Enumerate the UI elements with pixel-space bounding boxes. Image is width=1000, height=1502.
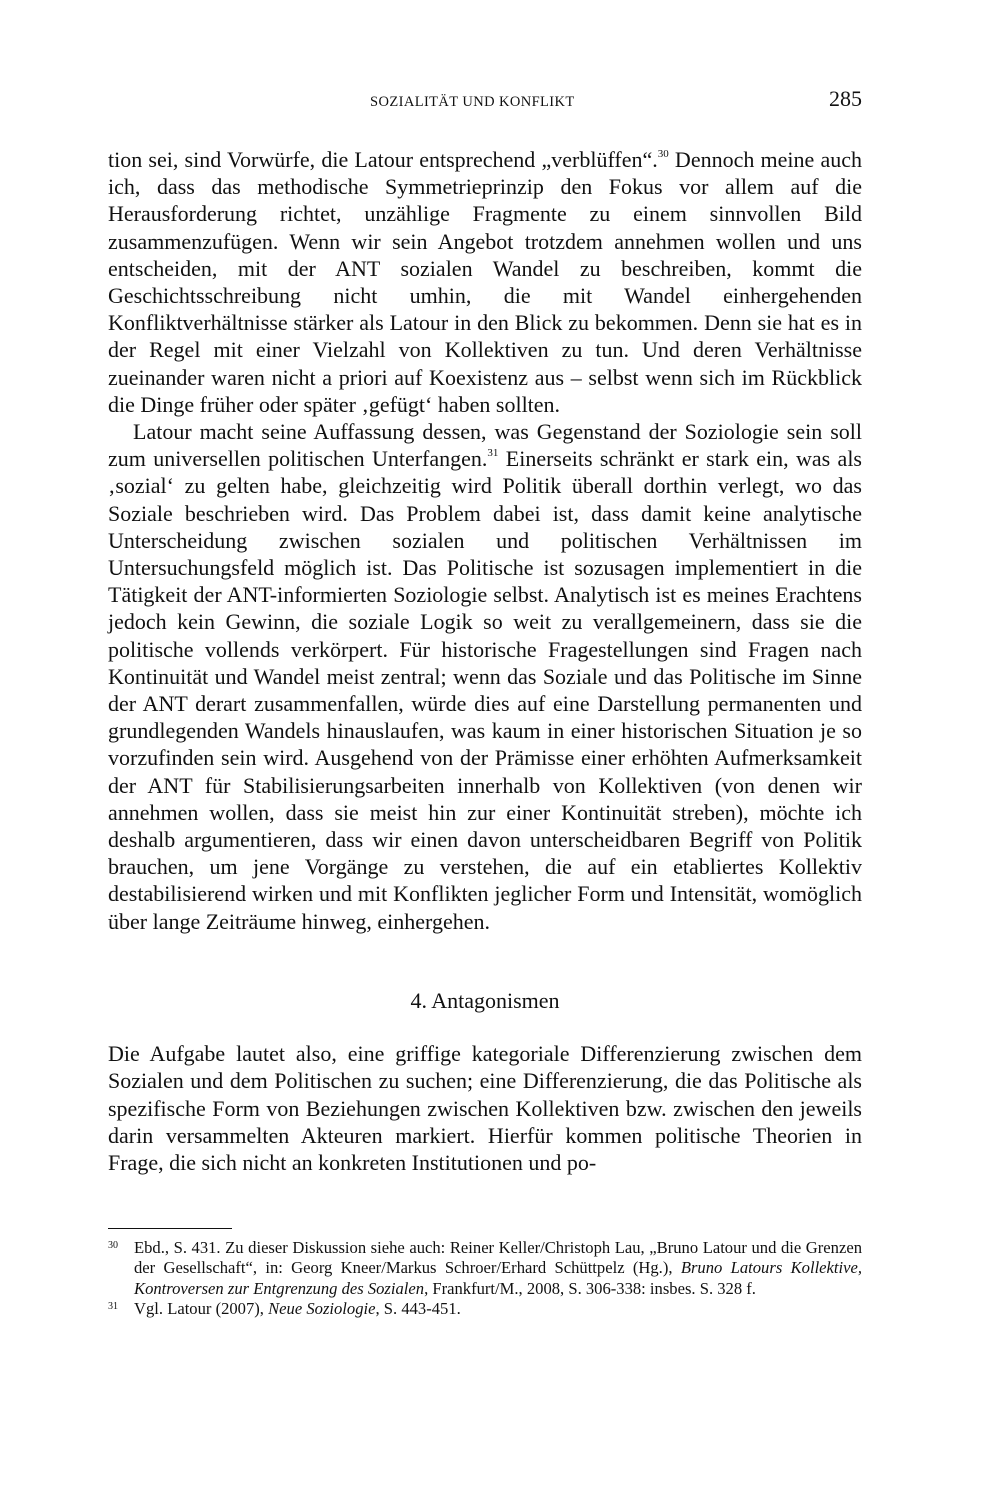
paragraph-2-text-a: Latour macht seine Auffassung dessen, was Gegenstand der Soziologie sein soll zum universellen politischen Unterfangen. bbox=[108, 419, 862, 472]
footnote-text: Ebd., S. 431. Zu dieser Diskussion siehe auch: Reiner Keller/Christoph Lau, „Bruno Latour und die Grenzen der Gesellschaft“, in: Georg Kneer/Markus Schroer/Erhard Schüttpelz (Hg.), bbox=[134, 1238, 862, 1278]
body-text bbox=[108, 146, 862, 1176]
footnote-text: , Frankfurt/M., 2008, S. 306-338: insbes. S. 328 f. bbox=[424, 1278, 756, 1298]
paragraph-3: Die Aufgabe lautet also, eine griffige kategoriale Differenzierung zwischen dem Sozialen und dem Politischen zu suchen; eine Differenzierung, die das Politische als spezifische Form von Beziehungen zwischen Kollektiven bzw. zwischen den jeweils darin versammelten Akteuren markiert. Hierfür kommen politische Theorien in Frage, die sich nicht an konkreten Institutionen und po- bbox=[108, 1041, 862, 1175]
section-heading: 4. Antagonismen bbox=[410, 987, 560, 1013]
footnote-30 bbox=[108, 1238, 862, 1299]
footnote-separator bbox=[108, 1228, 232, 1229]
footnote-text: Vgl. Latour (2007), bbox=[134, 1299, 269, 1319]
paragraph-2 bbox=[108, 418, 862, 935]
footnote-text: , S. 443-451. bbox=[375, 1299, 461, 1319]
running-head: SOZIALITÄT UND KONFLIKT bbox=[370, 94, 575, 110]
footnote-ref-31: 31 bbox=[487, 447, 499, 460]
paragraph-1 bbox=[108, 146, 862, 418]
footnote-number: 30 bbox=[108, 1240, 118, 1251]
footnote-number: 31 bbox=[108, 1301, 118, 1313]
page-number: 285 bbox=[829, 86, 862, 111]
footnote-title: Bruno Latours Kollektive, Kontroversen zur Entgrenzung des Sozialen bbox=[134, 1258, 863, 1298]
paragraph-1-text-b: Dennoch meine auch ich, dass das methodische Symmetrieprinzip den Fokus vor allem auf die Herausforderung richtet, unzählige Fragmente zu einem sinnvollen Bild zusammenzufügen. Wenn wir sein Angebot trotzdem annehmen wollen und uns entscheiden, mit der ANT sozialen Wandel zu beschreiben, kommt die Geschichtsschreibung nicht umhin, die mit Wandel einhergehenden Konfliktverhältnisse stärker als Latour in den Blick zu bekommen. Denn sie hat es in der Regel mit einer Vielzahl von Kollektiven zu tun. Und deren Verhältnisse zueinander waren nicht a priori auf Koexistenz aus – selbst wenn sich im Rückblick die Dinge früher oder später ‚gefügt‘ haben sollten. bbox=[108, 147, 863, 417]
paragraph-2-text-b: Einerseits schränkt er stark ein, was als ‚sozial‘ zu gelten habe, gleichzeitig wird Politik überall dorthin verlegt, wo das Soziale beschrieben wird. Das Problem dabei ist, dass damit keine analytische Unterscheidung zwischen sozialen und politischen Verhältnissen im Untersuchungsfeld möglich ist. Das Politische ist sozusagen implementiert in die Tätigkeit der ANT-informierten Soziologie selbst. Analytisch ist es meines Erachtens jedoch kein Gewinn, die soziale Logik so weit zu verallgemeinern, dass sie die politische vollends verkörpert. Für historische Fragestellungen sind Fragen nach Kontinuität und Wandel meist zentral; wenn das Soziale und das Politische im Sinne der ANT derart zusammenfallen, würde dies auf eine Darstellung permanenten und grundlegenden Wandels hinauslaufen, was kaum in einer historischen Situation je so vorzufinden sein wird. Ausgehend von der Prämisse einer erhöhten Aufmerksamkeit der ANT für Stabilisierungsarbeiten innerhalb von Kollektiven (von denen wir annehmen wollen, dass sie meist hin zur einer Kontinuität streben), möchte ich deshalb argumentieren, dass wir einen davon unterscheidbaren Begriff von Politik brauchen, um jene Vorgänge zu verstehen, die auf ein etabliertes Kollektiv destabilisierend wirken und mit Konflikten jeglicher Form und Intensität, womöglich über lange Zeiträume hinweg, einhergehen. bbox=[108, 446, 862, 934]
paragraph-1-text-a: tion sei, sind Vorwürfe, die Latour entsprechend „verblüffen“. bbox=[108, 147, 658, 172]
footnote-ref-30: 30 bbox=[657, 148, 669, 160]
footnotes bbox=[108, 1238, 862, 1320]
footnote-title: Neue Soziologie bbox=[268, 1299, 376, 1319]
footnote-31 bbox=[108, 1299, 862, 1319]
